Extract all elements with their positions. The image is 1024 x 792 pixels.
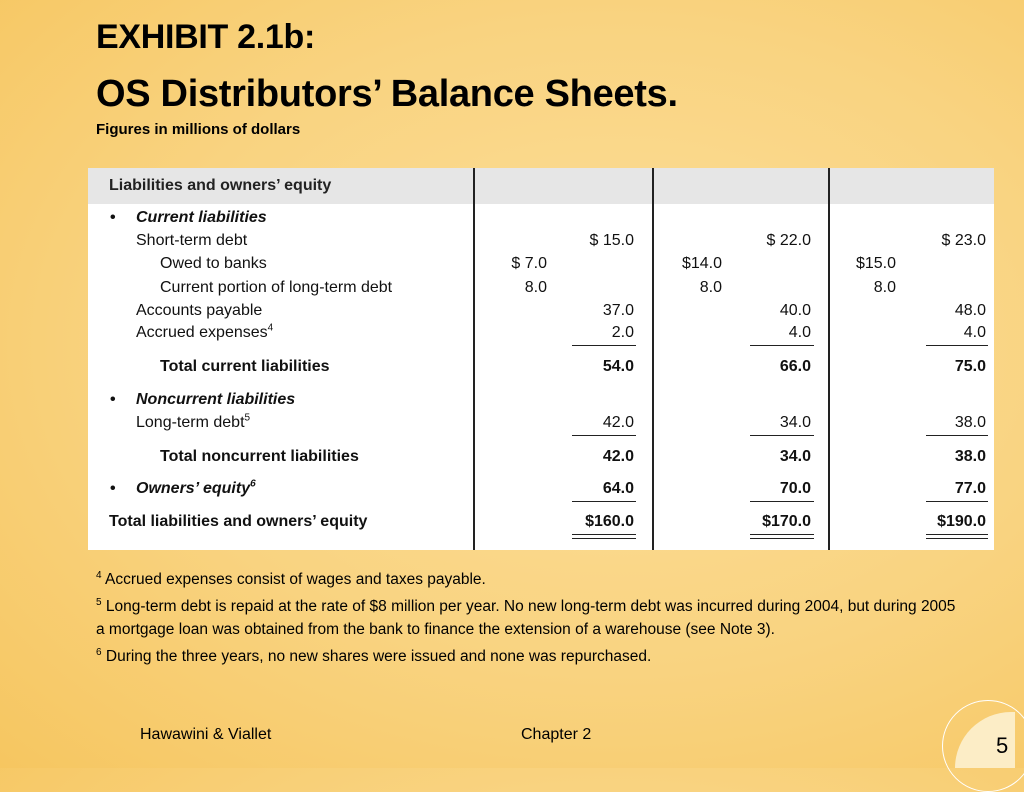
row-label: Owed to banks	[160, 255, 267, 272]
subtotal-rule	[750, 501, 814, 502]
row-label: Current liabilities	[136, 209, 267, 226]
row-label: Total liabilities and owners’ equity	[109, 513, 368, 530]
page-number: 5	[996, 733, 1009, 758]
cell-value: $190.0	[937, 513, 986, 530]
bullet-marker: •	[110, 391, 116, 408]
table-row	[88, 513, 994, 536]
table-row	[88, 232, 994, 255]
cell-value: 4.0	[963, 324, 986, 341]
footnote-ref: 6	[250, 478, 256, 490]
slide-subtitle: Figures in millions of dollars	[96, 121, 301, 138]
subtotal-rule	[572, 501, 636, 502]
footnote-number: 5	[96, 597, 102, 609]
cell-value: $160.0	[585, 513, 634, 530]
subtotal-rule	[572, 345, 636, 346]
cell-value: 42.0	[602, 414, 634, 431]
row-label	[136, 480, 256, 498]
cell-value: 38.0	[954, 414, 986, 431]
cell-value: 48.0	[954, 302, 986, 319]
row-label: Short-term debt	[136, 232, 248, 249]
cell-value: 8.0	[524, 279, 547, 296]
cell-value: 64.0	[602, 480, 634, 497]
cell-value: 42.0	[602, 448, 634, 465]
row-label: Current portion of long-term debt	[160, 279, 393, 296]
table-row	[88, 358, 994, 381]
cell-value: $14.0	[681, 255, 722, 272]
table-row	[88, 448, 994, 471]
cell-value: $ 7.0	[511, 255, 547, 272]
cell-value: 8.0	[873, 279, 896, 296]
footnote	[96, 641, 956, 668]
table-row	[88, 391, 994, 414]
table-row	[88, 324, 994, 347]
row-label-text: Long-term debt	[136, 414, 245, 431]
footer-chapter: Chapter 2	[521, 726, 592, 743]
cell-value: 66.0	[779, 358, 811, 375]
footnote-number: 4	[96, 570, 102, 581]
cell-value: 77.0	[954, 480, 986, 497]
subtotal-rule	[750, 345, 814, 346]
table-row	[88, 209, 994, 232]
table-header-band	[88, 168, 994, 204]
row-label-text: Owners’ equity	[136, 480, 251, 497]
subtotal-rule	[926, 501, 988, 502]
footnote-ref: 4	[267, 322, 274, 334]
slide-title-line1: EXHIBIT 2.1b:	[96, 18, 316, 56]
cell-value: 70.0	[779, 480, 811, 497]
footnote-text: Long-term debt is repaid at the rate of $8 million per year. No new long-term debt was incurred during 2004, but during 2005 a mortgage loan was obtained from the bank to finance the extension of a warehouse (see Note 3).	[96, 598, 956, 639]
subtotal-rule	[750, 435, 814, 436]
cell-value: $ 15.0	[589, 232, 634, 249]
total-double-rule	[926, 538, 988, 539]
total-double-rule	[750, 538, 814, 539]
footnote-text: Accrued expenses consist of wages and taxes payable.	[105, 571, 486, 589]
table-row	[88, 255, 994, 278]
balance-sheet-table	[88, 168, 994, 550]
cell-value: 34.0	[779, 448, 811, 465]
row-label: Total noncurrent liabilities	[160, 448, 359, 465]
cell-value: 75.0	[954, 358, 986, 375]
footer-authors: Hawawini & Viallet	[140, 726, 272, 743]
cell-value: 40.0	[779, 302, 811, 319]
table-row	[88, 414, 994, 437]
total-double-rule	[750, 534, 814, 535]
subtotal-rule	[926, 435, 988, 436]
table-row	[88, 279, 994, 302]
cell-value: 37.0	[602, 302, 634, 319]
cell-value: 54.0	[602, 358, 634, 375]
cell-value: 38.0	[954, 448, 986, 465]
row-label: Total current liabilities	[160, 358, 330, 375]
footnote-text: During the three years, no new shares were issued and none was repurchased.	[105, 648, 652, 666]
row-label	[136, 324, 273, 342]
slide-title-line2: OS Distributors’ Balance Sheets.	[96, 73, 678, 115]
cell-value: $170.0	[762, 513, 811, 530]
subtotal-rule	[572, 435, 636, 436]
footnote	[96, 591, 956, 641]
table-row	[88, 480, 994, 503]
cell-value: 34.0	[779, 414, 811, 431]
cell-value: 8.0	[699, 279, 722, 296]
row-label	[136, 414, 250, 432]
row-label: Noncurrent liabilities	[136, 391, 296, 408]
cell-value: $ 22.0	[766, 232, 811, 249]
subtotal-rule	[926, 345, 988, 346]
total-double-rule	[926, 534, 988, 535]
cell-value: 2.0	[611, 324, 634, 341]
cell-value: $15.0	[855, 255, 896, 272]
footnotes	[96, 564, 956, 668]
footnote-ref: 5	[244, 412, 251, 424]
bullet-marker: •	[110, 480, 116, 497]
footnote-number: 6	[96, 647, 102, 659]
bullet-marker: •	[110, 209, 116, 226]
table-header-label: Liabilities and owners’ equity	[109, 177, 332, 194]
total-double-rule	[572, 534, 636, 535]
footnote	[96, 564, 956, 591]
total-double-rule	[572, 538, 636, 539]
row-label-text: Accrued expenses	[136, 324, 268, 341]
table-row	[88, 302, 994, 325]
cell-value: 4.0	[788, 324, 811, 341]
cell-value: $ 23.0	[941, 232, 986, 249]
row-label: Accounts payable	[136, 302, 263, 319]
